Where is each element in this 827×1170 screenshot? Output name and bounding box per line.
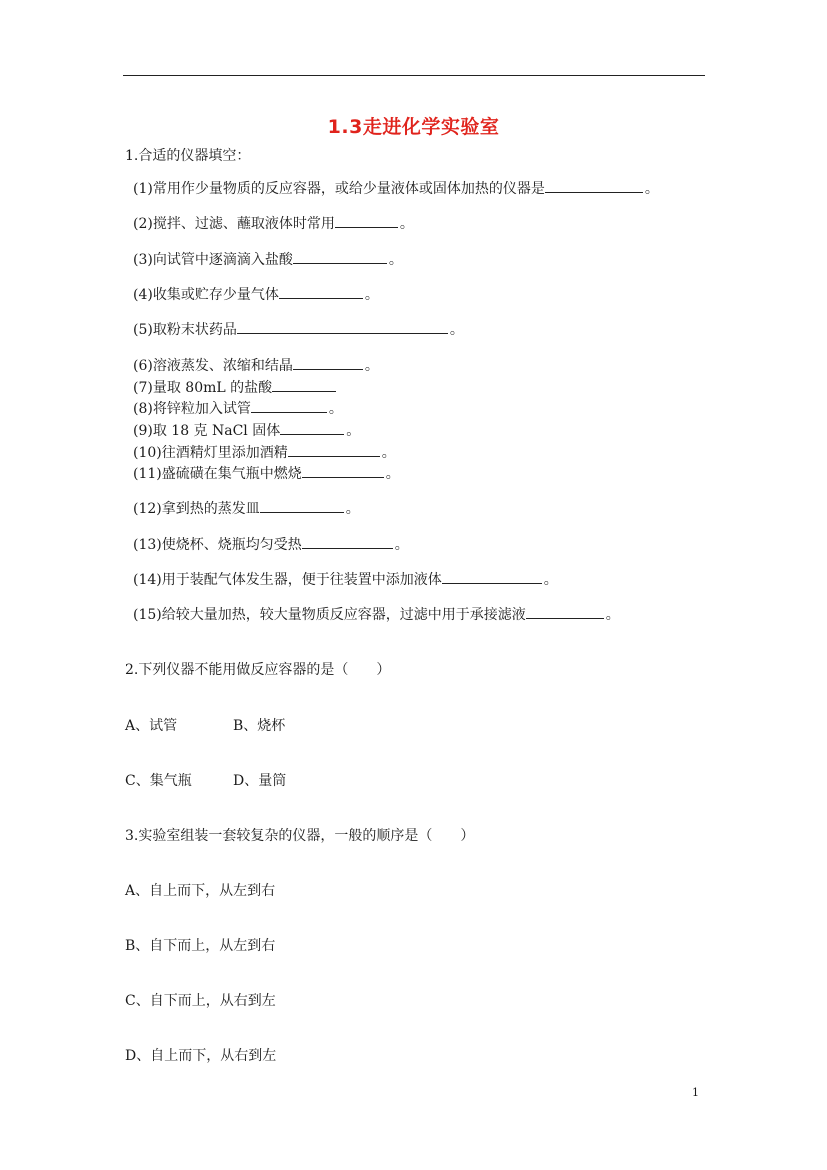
question-2-title: 2.下列仪器不能用做反应容器的是（ ） <box>125 662 391 678</box>
q1-item-11 <box>133 464 400 483</box>
q1-item-text: (11)盛硫磺在集气瓶中燃烧 <box>133 466 302 482</box>
q3-option-d: D、自上而下，从右到左 <box>125 1048 277 1064</box>
q1-item-text: (3)向试管中逐滴滴入盐酸 <box>133 252 293 268</box>
q1-item-end: 。 <box>364 287 379 303</box>
q1-item-end: 。 <box>385 466 400 482</box>
q1-item-2 <box>133 214 414 233</box>
page-number: 1 <box>692 1086 699 1099</box>
question-1-title: 1.合适的仪器填空： <box>125 148 251 164</box>
answer-blank <box>251 399 327 413</box>
q1-item-text: (7)量取 80mL 的盐酸 <box>133 380 273 396</box>
answer-blank <box>293 356 363 370</box>
q3-option-b: B、自下而上，从左到右 <box>125 938 276 954</box>
q1-item-10 <box>133 443 396 462</box>
q1-item-text: (12)拿到热的蒸发皿 <box>133 501 260 517</box>
q1-item-end: 。 <box>388 252 403 268</box>
q1-item-text: (13)使烧杯、烧瓶均匀受热 <box>133 537 302 553</box>
answer-blank <box>526 605 604 619</box>
q1-item-13 <box>133 535 409 554</box>
header-rule <box>123 75 705 76</box>
answer-blank <box>260 499 344 513</box>
q1-item-text: (2)搅拌、过滤、蘸取液体时常用 <box>133 216 335 232</box>
q1-item-6 <box>133 356 379 375</box>
q2-option-a: A、试管 <box>125 718 178 734</box>
q2-option-b: B、烧杯 <box>233 718 286 734</box>
answer-blank <box>237 320 448 334</box>
answer-blank <box>272 378 336 392</box>
q1-item-end: 。 <box>328 401 343 417</box>
q3-option-c: C、自下而上，从右到左 <box>125 993 276 1009</box>
q1-item-end: 。 <box>543 572 558 588</box>
q1-item-end: 。 <box>605 607 620 623</box>
q1-item-12 <box>133 499 360 518</box>
q3-option-a: A、自上而下，从左到右 <box>125 883 276 899</box>
q1-item-text: (15)给较大量加热，较大量物质反应容器，过滤中用于承接滤液 <box>133 607 526 623</box>
q1-item-text: (14)用于装配气体发生器，便于往装置中添加液体 <box>133 572 442 588</box>
q2-option-c: C、集气瓶 <box>125 773 192 789</box>
page-title: 1.3走进化学实验室 <box>327 116 500 138</box>
answer-blank <box>288 443 380 457</box>
answer-blank <box>442 570 542 584</box>
answer-blank <box>279 285 363 299</box>
q1-item-end: 。 <box>364 358 379 374</box>
q1-item-end: 。 <box>394 537 409 553</box>
q1-item-end: 。 <box>346 423 361 439</box>
q1-item-end: 。 <box>644 181 659 197</box>
question-3-title: 3.实验室组装一套较复杂的仪器，一般的顺序是（ ） <box>125 828 475 844</box>
answer-blank <box>302 464 384 478</box>
q1-item-end: 。 <box>449 322 464 338</box>
q1-item-end: 。 <box>399 216 414 232</box>
q1-item-text: (1)常用作少量物质的反应容器，或给少量液体或固体加热的仪器是 <box>133 181 545 197</box>
q1-item-3 <box>133 250 403 269</box>
q1-item-5 <box>133 320 464 339</box>
q1-item-text: (10)往酒精灯里添加酒精 <box>133 445 288 461</box>
q1-item-14 <box>133 570 558 589</box>
q1-item-9 <box>133 421 360 440</box>
q1-item-4 <box>133 285 379 304</box>
answer-blank <box>545 179 643 193</box>
q1-item-end: 。 <box>381 445 396 461</box>
q1-item-8 <box>133 399 343 418</box>
answer-blank <box>280 421 344 435</box>
q1-item-1 <box>133 179 659 198</box>
q1-item-7 <box>133 378 338 397</box>
answer-blank <box>293 250 387 264</box>
q1-item-15 <box>133 605 620 624</box>
q1-item-text: (9)取 18 克 NaCl 固体 <box>133 423 281 439</box>
answer-blank <box>335 214 398 228</box>
q2-option-d: D、量筒 <box>233 773 287 789</box>
answer-blank <box>302 535 393 549</box>
q1-item-text: (8)将锌粒加入试管 <box>133 401 251 417</box>
q1-item-text: (6)溶液蒸发、浓缩和结晶 <box>133 358 293 374</box>
q1-item-text: (4)收集或贮存少量气体 <box>133 287 279 303</box>
q1-item-end: 。 <box>345 501 360 517</box>
q1-item-text: (5)取粉末状药品 <box>133 322 237 338</box>
